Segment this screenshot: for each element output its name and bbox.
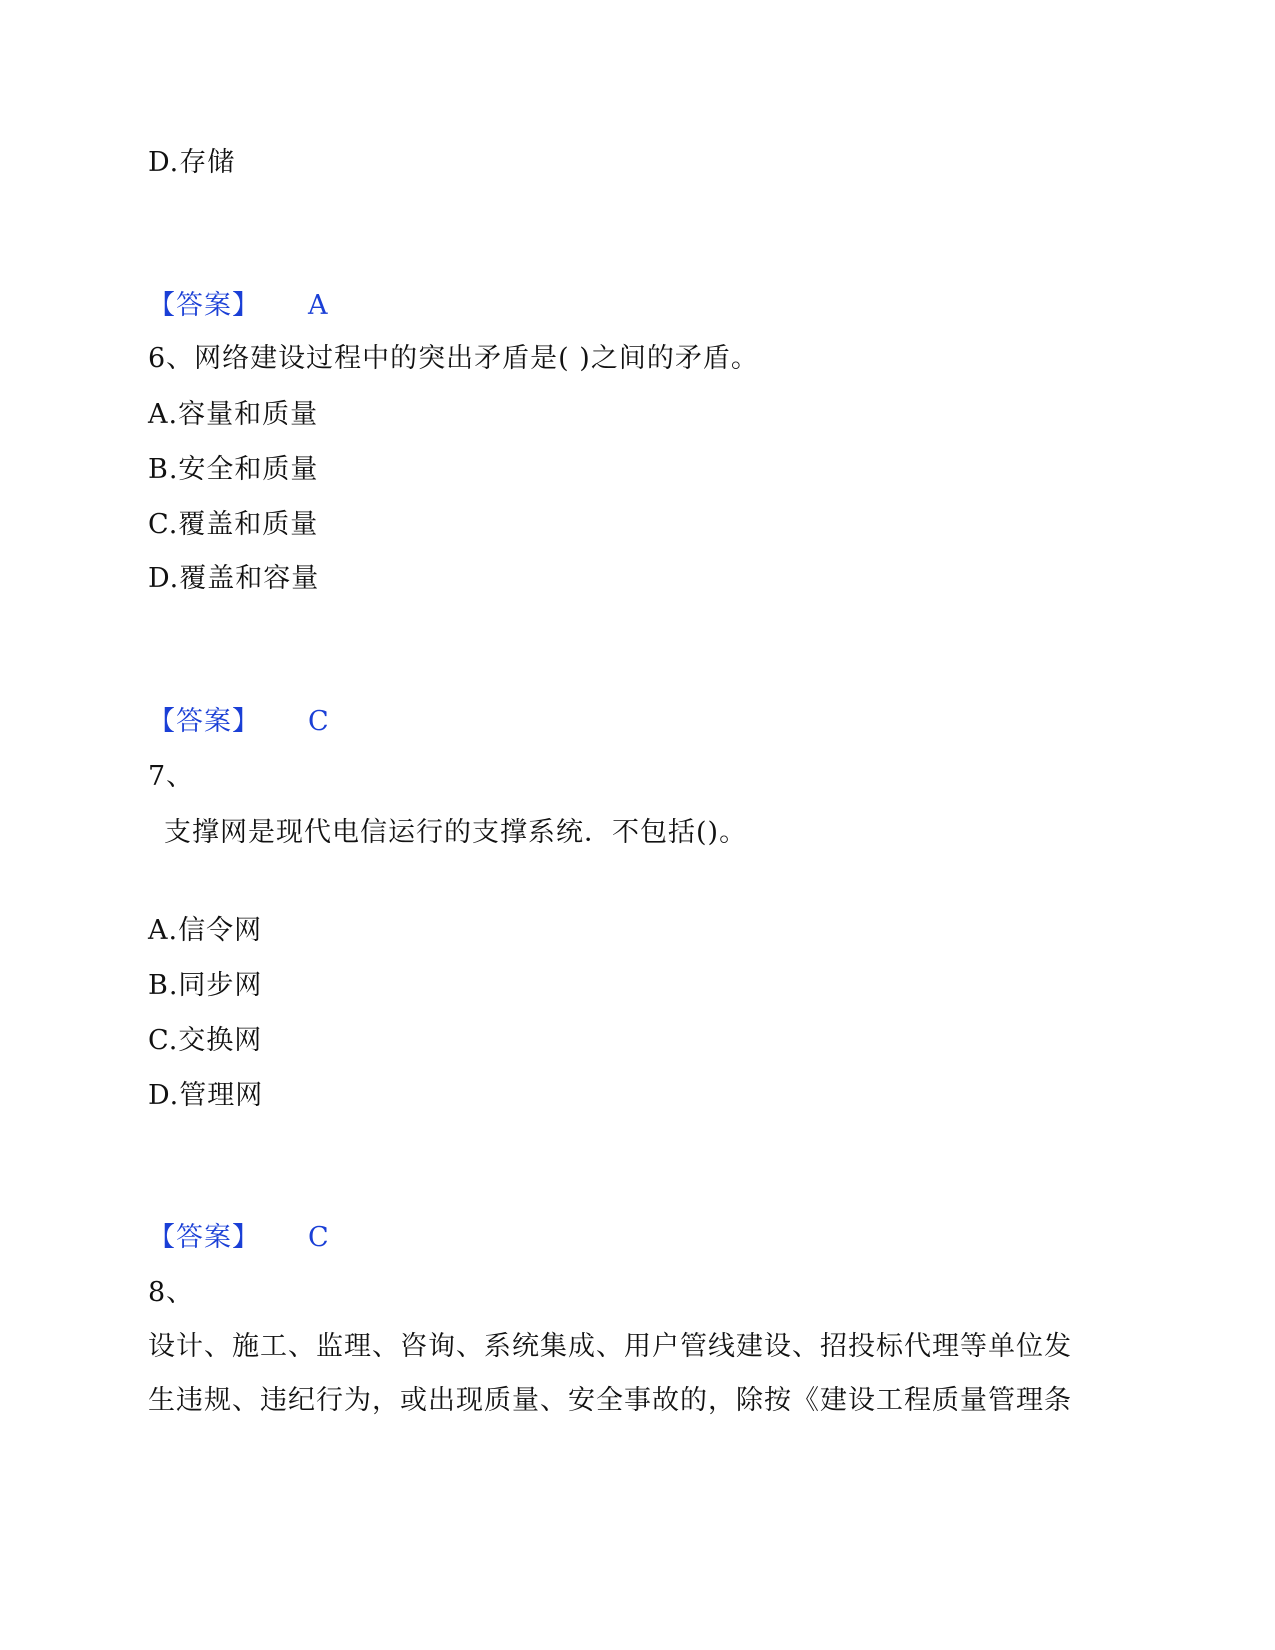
answer-value: A bbox=[308, 290, 329, 321]
q8-number: 8、 bbox=[148, 1277, 195, 1308]
answer-value: C bbox=[308, 1222, 330, 1253]
q7-stem: 支撑网是现代电信运行的支撑系统．不包括()。 bbox=[164, 817, 748, 848]
q8-stem-line-2: 生违规、违纪行为，或出现质量、安全事故的，除按《建设工程质量管理条 bbox=[148, 1385, 1072, 1416]
q7-option-a: A.信令网 bbox=[148, 915, 263, 946]
q6-option-c: C.覆盖和质量 bbox=[148, 509, 319, 540]
q7-number: 7、 bbox=[148, 761, 195, 792]
q7-option-d: D.管理网 bbox=[148, 1080, 264, 1111]
q7-option-b: B.同步网 bbox=[148, 970, 263, 1001]
q7-option-c: C.交换网 bbox=[148, 1025, 263, 1056]
q6-stem: 6、网络建设过程中的突出矛盾是( )之间的矛盾。 bbox=[148, 343, 759, 374]
q8-stem-line-1: 设计、施工、监理、咨询、系统集成、用户管线建设、招投标代理等单位发 bbox=[148, 1331, 1072, 1362]
answer-label: 【答案】 bbox=[148, 1222, 260, 1253]
q6-option-b: B.安全和质量 bbox=[148, 454, 319, 485]
answer-label: 【答案】 bbox=[148, 290, 260, 321]
answer-label: 【答案】 bbox=[148, 706, 260, 737]
q6-option-d: D.覆盖和容量 bbox=[148, 563, 320, 594]
q6-option-a: A.容量和质量 bbox=[148, 399, 319, 430]
q5-option-d: D.存储 bbox=[148, 147, 236, 178]
answer-value: C bbox=[308, 706, 330, 737]
q7-answer bbox=[148, 1221, 548, 1255]
q5-answer bbox=[148, 289, 548, 323]
q6-answer bbox=[148, 705, 548, 739]
